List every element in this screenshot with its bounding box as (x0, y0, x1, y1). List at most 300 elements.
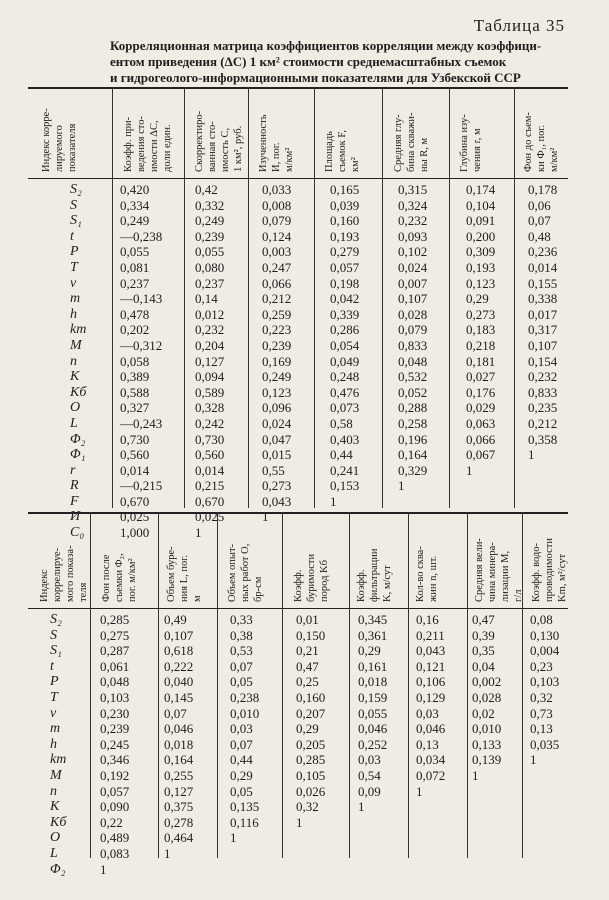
index-symbol: m (70, 291, 81, 307)
value-cell: 0,176 (466, 384, 496, 400)
value-cell: 0,103 (100, 689, 130, 705)
value-cell: 0,334 (120, 197, 150, 213)
value-cell: 0,028 (472, 689, 502, 705)
value-cell: 0,154 (528, 353, 558, 369)
value-cell: 0,024 (398, 259, 428, 275)
value-cell: —0,215 (120, 478, 163, 494)
value-cell: 0,235 (528, 400, 558, 416)
value-cell: 0,123 (262, 384, 292, 400)
index-symbol: m (50, 721, 61, 737)
value-cell: 0,420 (120, 182, 150, 197)
value-cell: 0,53 (230, 643, 253, 659)
column-header: Кол-во сква- жин n, шт. (415, 546, 439, 602)
value-cell: 0,057 (330, 259, 360, 275)
value-cell: 0,285 (296, 752, 326, 768)
index-symbol: h (50, 736, 57, 752)
value-cell: 0,072 (416, 767, 446, 783)
value-cell: 0,057 (100, 783, 130, 799)
value-column (262, 182, 291, 525)
value-cell: 0,259 (262, 306, 292, 322)
value-cell: 0,183 (466, 322, 496, 338)
value-cell: 0,080 (195, 259, 225, 275)
column-separator (90, 512, 91, 858)
value-cell: 0,159 (358, 689, 388, 705)
value-cell: 0,236 (528, 244, 558, 260)
value-cell: 0,242 (195, 415, 225, 431)
value-cell: 0,25 (296, 674, 319, 690)
index-symbol: h (70, 306, 77, 322)
value-cell: 0,239 (262, 337, 292, 353)
value-cell: 1 (358, 799, 365, 815)
value-cell: 0,025 (195, 509, 225, 525)
value-cell: 0,192 (100, 767, 130, 783)
value-cell: —0,312 (120, 337, 163, 353)
value-cell: 0,237 (120, 275, 150, 291)
value-cell: 0,223 (262, 322, 292, 338)
value-cell: 0,178 (528, 182, 558, 197)
value-cell: 0,32 (530, 689, 553, 705)
value-cell: 0,046 (416, 721, 446, 737)
value-cell: 0,42 (195, 182, 218, 197)
value-cell: 0,107 (528, 337, 558, 353)
value-cell: 0,043 (262, 493, 292, 509)
value-cell: 0,015 (262, 447, 292, 463)
value-cell: 0,017 (528, 306, 558, 322)
value-cell: 0,238 (230, 689, 260, 705)
value-cell: 0,249 (195, 213, 225, 229)
value-cell: 0,169 (262, 353, 292, 369)
column-header: Объем буре- ния L, пог. м (166, 546, 203, 602)
column-separator (514, 87, 515, 508)
value-cell: 0,730 (120, 431, 150, 447)
value-cell: 0,200 (466, 228, 496, 244)
value-column (100, 612, 129, 877)
value-cell: 0,018 (358, 674, 388, 690)
value-cell: 0,560 (120, 447, 150, 463)
value-cell: 0,329 (398, 462, 428, 478)
value-cell: 0,285 (100, 612, 130, 627)
value-cell: 0,06 (528, 197, 551, 213)
value-cell: 0,026 (296, 783, 326, 799)
index-symbol: T (70, 259, 78, 275)
value-cell: 0,212 (262, 291, 292, 307)
value-cell: 0,123 (466, 275, 496, 291)
column-separator (282, 512, 283, 858)
table-rule (28, 87, 568, 89)
index-symbol: И (70, 509, 81, 525)
value-cell: 0,048 (100, 674, 130, 690)
column-header: Индекс коррелируе- мого показа- теля (39, 545, 89, 602)
value-cell: 0,107 (398, 291, 428, 307)
index-symbol: L (50, 845, 58, 861)
value-cell: 0,44 (330, 447, 353, 463)
value-cell: 0,29 (230, 767, 253, 783)
index-symbol: S₁ (50, 643, 62, 659)
value-cell: 0,02 (472, 705, 495, 721)
table-rule (28, 608, 568, 609)
value-cell: —0,238 (120, 228, 163, 244)
value-cell: 0,055 (358, 705, 388, 721)
value-cell: 0,560 (195, 447, 225, 463)
value-cell: 0,01 (296, 612, 319, 627)
value-cell: 1 (466, 462, 473, 478)
value-cell: 1 (296, 814, 303, 830)
value-cell: 0,39 (472, 627, 495, 643)
value-cell: 0,027 (466, 369, 496, 385)
index-symbol: P (70, 244, 79, 260)
value-column (466, 182, 495, 478)
index-symbol: t (50, 658, 54, 674)
value-cell: 0,54 (358, 767, 381, 783)
value-cell: 1 (164, 845, 171, 861)
value-cell: 0,403 (330, 431, 360, 447)
value-cell: 0,212 (528, 415, 558, 431)
table-number: Таблица 35 (473, 16, 565, 35)
value-cell: 0,160 (330, 213, 360, 229)
value-cell: 0,096 (262, 400, 292, 416)
value-cell: 0,07 (164, 705, 187, 721)
value-cell: 0,328 (195, 400, 225, 416)
value-cell: 0,145 (164, 689, 194, 705)
value-cell: 0,29 (466, 291, 489, 307)
caption-line: и гидрогеолого-информационными показателями для Узбекской ССР (110, 70, 521, 85)
value-cell: 0,33 (230, 612, 253, 627)
value-cell: 0,218 (466, 337, 496, 353)
value-cell: 0,588 (120, 384, 150, 400)
value-cell: 0,249 (262, 369, 292, 385)
value-column (530, 612, 559, 768)
value-cell: 1,000 (120, 525, 150, 541)
index-symbol: R (70, 478, 79, 494)
value-cell: 0,07 (528, 213, 551, 229)
value-cell: 0,155 (528, 275, 558, 291)
table-caption (110, 38, 580, 86)
column-separator (349, 512, 350, 858)
index-symbol: t (70, 228, 74, 244)
value-cell: 0,273 (262, 478, 292, 494)
value-cell: 0,124 (262, 228, 292, 244)
value-cell: 0,012 (195, 306, 225, 322)
index-column (70, 182, 86, 541)
value-cell: 0,054 (330, 337, 360, 353)
table-rule (28, 512, 568, 514)
value-cell: 0,73 (530, 705, 553, 721)
column-separator (248, 87, 249, 508)
value-cell: 0,066 (262, 275, 292, 291)
value-cell: 0,079 (262, 213, 292, 229)
value-cell: 0,833 (398, 337, 428, 353)
value-cell: 0,079 (398, 322, 428, 338)
column-header: Коэфф. водо- проводимости Km, м²/сут (531, 538, 568, 602)
value-cell: 0,29 (358, 643, 381, 659)
value-column (164, 612, 193, 862)
value-cell: 0,055 (195, 244, 225, 260)
index-symbol: km (50, 752, 67, 768)
column-separator (467, 512, 468, 858)
value-cell: 0,338 (528, 291, 558, 307)
column-separator (449, 87, 450, 508)
index-symbol: O (50, 830, 61, 846)
value-cell: 0,278 (164, 814, 194, 830)
value-cell: 0,042 (330, 291, 360, 307)
column-header: Площадь съемок F, км² (324, 130, 361, 172)
value-cell: 0,670 (120, 493, 150, 509)
value-cell: 0,046 (358, 721, 388, 737)
index-symbol: M (50, 767, 62, 783)
value-cell: 0,35 (472, 643, 495, 659)
index-symbol: Φ₁ (70, 447, 86, 463)
value-cell: 0,489 (100, 830, 130, 846)
value-cell: 1 (530, 752, 537, 768)
value-cell: 1 (528, 447, 535, 463)
value-cell: 0,090 (100, 799, 130, 815)
value-cell: 0,049 (330, 353, 360, 369)
value-cell: 1 (398, 478, 405, 494)
value-cell: 0,241 (330, 462, 360, 478)
value-cell: 0,29 (296, 721, 319, 737)
value-cell: 0,103 (530, 674, 560, 690)
value-cell: 0,130 (530, 627, 560, 643)
column-separator (158, 512, 159, 858)
value-cell: 0,198 (330, 275, 360, 291)
value-column (528, 182, 557, 463)
column-header: Индекс корре- лируемого показателя (41, 108, 78, 172)
value-cell: 0,464 (164, 830, 194, 846)
index-symbol: M (70, 337, 82, 353)
table-rule (28, 178, 568, 179)
value-cell: 0,247 (262, 259, 292, 275)
value-cell: 0,375 (164, 799, 194, 815)
value-cell: 1 (195, 525, 202, 541)
value-cell: 0,028 (398, 306, 428, 322)
index-symbol: K (70, 369, 80, 385)
value-column (120, 182, 162, 541)
value-cell: 0,38 (230, 627, 253, 643)
value-column (195, 182, 224, 541)
index-symbol: S (70, 197, 77, 213)
value-cell: 0,09 (358, 783, 381, 799)
index-symbol: Kб (50, 814, 67, 830)
value-cell: 0,193 (330, 228, 360, 244)
value-column (416, 612, 445, 799)
column-header: Объем опыт- ных работ О, бр-см (227, 543, 264, 602)
value-cell: 0,04 (472, 658, 495, 674)
value-cell: 0,091 (466, 213, 496, 229)
value-cell: 0,025 (120, 509, 150, 525)
column-separator (314, 87, 315, 508)
value-cell: 0,258 (398, 415, 428, 431)
column-header: Изученность И, пог. м/км² (258, 114, 295, 172)
value-column (472, 612, 501, 784)
value-column (296, 612, 325, 830)
index-symbol: km (70, 322, 87, 338)
value-cell: 0,833 (528, 384, 558, 400)
value-cell: 0,116 (230, 814, 259, 830)
index-symbol: n (70, 353, 77, 369)
value-cell: 0,205 (296, 736, 326, 752)
value-cell: 0,047 (262, 431, 292, 447)
value-cell: 1 (262, 509, 269, 525)
column-separator (217, 512, 218, 858)
index-symbol: S₂ (70, 182, 82, 197)
index-symbol: C₀ (70, 525, 85, 541)
value-cell: 0,13 (416, 736, 439, 752)
value-cell: 0,081 (120, 259, 150, 275)
value-cell: 0,058 (120, 353, 150, 369)
value-cell: 0,05 (230, 674, 253, 690)
index-symbol: K (50, 799, 60, 815)
value-cell: 0,083 (100, 845, 130, 861)
value-cell: 0,129 (416, 689, 446, 705)
value-cell: 0,03 (358, 752, 381, 768)
column-separator (382, 87, 383, 508)
value-cell: 0,03 (416, 705, 439, 721)
index-symbol: P (50, 674, 59, 690)
column-header: Коэфф. буримости пород Kб (293, 553, 330, 602)
index-symbol: Kб (70, 384, 87, 400)
value-cell: 0,287 (100, 643, 130, 659)
value-cell: 0,232 (528, 369, 558, 385)
value-cell: 0,215 (195, 478, 225, 494)
value-cell: 0,024 (262, 415, 292, 431)
value-cell: 0,004 (530, 643, 560, 659)
value-cell: 1 (100, 861, 107, 877)
value-cell: 0,239 (100, 721, 130, 737)
value-cell: 0,048 (398, 353, 428, 369)
value-cell: 1 (330, 493, 337, 509)
value-cell: 0,346 (100, 752, 130, 768)
index-symbol: F (70, 493, 79, 509)
index-symbol: L (70, 415, 78, 431)
value-cell: 0,121 (416, 658, 446, 674)
value-cell: 1 (416, 783, 423, 799)
value-cell: 0,08 (530, 612, 553, 627)
value-cell: 0,55 (262, 462, 285, 478)
value-cell: 0,309 (466, 244, 496, 260)
value-cell: 0,232 (195, 322, 225, 338)
value-cell: 1 (230, 830, 237, 846)
value-cell: 0,067 (466, 447, 496, 463)
value-cell: 0,58 (330, 415, 353, 431)
value-column (230, 612, 259, 846)
value-cell: 0,160 (296, 689, 326, 705)
value-cell: 0,237 (195, 275, 225, 291)
value-cell: 0,040 (164, 674, 194, 690)
value-cell: 0,033 (262, 182, 292, 197)
value-cell: 0,193 (466, 259, 496, 275)
value-cell: 0,073 (330, 400, 360, 416)
value-cell: 0,002 (472, 674, 502, 690)
value-cell: 0,245 (100, 736, 130, 752)
value-cell: 0,202 (120, 322, 150, 338)
value-cell: 0,164 (164, 752, 194, 768)
value-cell: 0,317 (528, 322, 558, 338)
index-symbol: Φ₂ (50, 861, 66, 877)
column-separator (408, 512, 409, 858)
value-cell: 0,07 (230, 658, 253, 674)
value-cell: 0,324 (398, 197, 428, 213)
index-symbol: O (70, 400, 81, 416)
value-cell: 0,204 (195, 337, 225, 353)
value-cell: 0,127 (164, 783, 194, 799)
value-cell: 0,47 (472, 612, 495, 627)
index-symbol: S₂ (50, 612, 62, 627)
value-cell: 0,035 (530, 736, 560, 752)
value-cell: 0,094 (195, 369, 225, 385)
value-cell: 0,107 (164, 627, 194, 643)
value-cell: 0,239 (195, 228, 225, 244)
column-header: Глубина изу- чения r, м (459, 114, 483, 172)
value-cell: 0,315 (398, 182, 428, 197)
value-cell: 0,16 (416, 612, 439, 627)
value-cell: 0,288 (398, 400, 428, 416)
value-cell: 0,730 (195, 431, 225, 447)
value-column (330, 182, 359, 509)
value-cell: 0,007 (398, 275, 428, 291)
value-cell: 0,532 (398, 369, 428, 385)
value-cell: 0,029 (466, 400, 496, 416)
value-cell: 0,361 (358, 627, 388, 643)
value-cell: 0,13 (530, 721, 553, 737)
value-cell: 0,043 (416, 643, 446, 659)
index-symbol: S (50, 627, 57, 643)
column-header: Коэфф. при- ведения сто- имости ΔC, доли един. (123, 116, 173, 172)
value-cell: 0,211 (416, 627, 445, 643)
value-cell: 0,618 (164, 643, 194, 659)
value-cell: 0,232 (398, 213, 428, 229)
value-cell: 0,14 (195, 291, 218, 307)
value-cell: 0,22 (100, 814, 123, 830)
column-separator (112, 87, 113, 508)
index-symbol: T (50, 689, 58, 705)
value-cell: 0,010 (230, 705, 260, 721)
value-cell: 0,165 (330, 182, 360, 197)
value-cell: 0,32 (296, 799, 319, 815)
value-column (358, 612, 387, 815)
value-cell: 0,014 (195, 462, 225, 478)
value-cell: 0,104 (466, 197, 496, 213)
column-separator (184, 87, 185, 508)
value-cell: 0,332 (195, 197, 225, 213)
value-cell: 0,345 (358, 612, 388, 627)
value-cell: 0,670 (195, 493, 225, 509)
column-header: Фон после съемки Φ₂, пог. м/км² (101, 553, 138, 602)
value-cell: 0,161 (358, 658, 388, 674)
value-cell: 0,23 (530, 658, 553, 674)
value-cell: 0,249 (120, 213, 150, 229)
value-cell: 0,135 (230, 799, 260, 815)
value-cell: 0,133 (472, 736, 502, 752)
value-column (398, 182, 427, 494)
value-cell: 0,44 (230, 752, 253, 768)
value-cell: 0,358 (528, 431, 558, 447)
value-cell: 0,008 (262, 197, 292, 213)
value-cell: 0,196 (398, 431, 428, 447)
value-cell: 0,105 (296, 767, 326, 783)
value-cell: 0,174 (466, 182, 496, 197)
value-cell: 0,014 (528, 259, 558, 275)
value-cell: 0,010 (472, 721, 502, 737)
column-header: Скорректиро- ванная сто- имость С, 1 км², руб. (194, 110, 244, 172)
value-cell: 0,275 (100, 627, 130, 643)
value-cell: 1 (472, 767, 479, 783)
value-cell: 0,339 (330, 306, 360, 322)
index-column (50, 612, 66, 877)
index-symbol: v (50, 705, 57, 721)
caption-line: ентом приведения (ΔC) 1 км² стоимости среднемасштабных съемок (110, 54, 507, 69)
value-cell: 0,003 (262, 244, 292, 260)
value-cell: 0,127 (195, 353, 225, 369)
